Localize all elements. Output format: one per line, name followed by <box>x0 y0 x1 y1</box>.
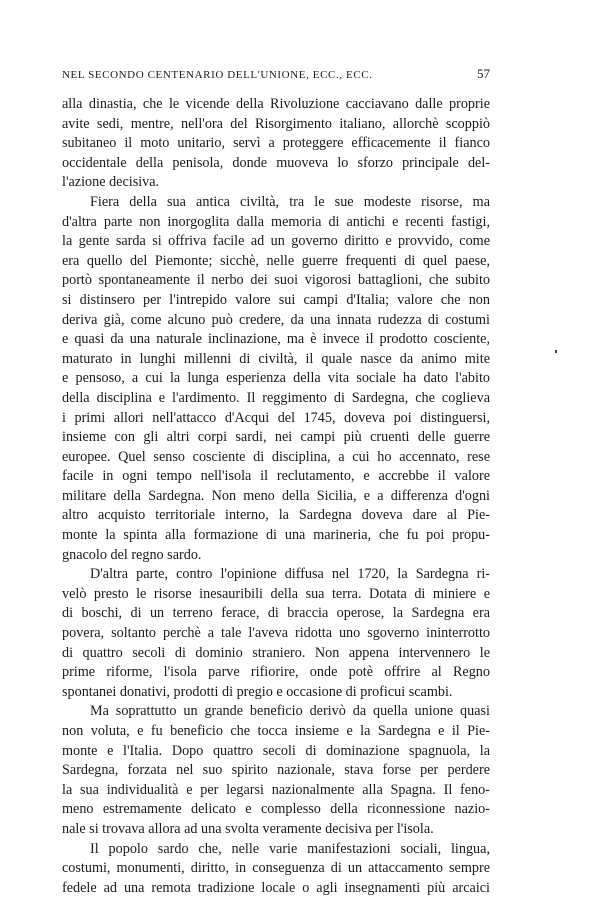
paragraph <box>62 95 490 193</box>
text-line: prime riforme, l'isola parve rifiorire, onde potè offrire al Regno <box>62 664 490 681</box>
text-line: della disciplina e l'ardimento. Il reggimento di Sardegna, che coglieva <box>62 389 490 406</box>
text-line: alla dinastia, che le vicende della Rivoluzione cacciavano dalle proprie <box>62 96 490 112</box>
text-line: maturato in lunghi millenni di civiltà, il quale nasce da animo mite <box>62 350 490 367</box>
text-line: l'azione decisiva. <box>62 174 160 191</box>
text-line: spontanei donativi, prodotti di pregio e occasione di proficui scambi. <box>62 683 453 700</box>
text-line: europee. Quel senso cosciente di disciplina, a cui ho accennato, rese <box>62 448 490 465</box>
text-line: deriva già, come alcuno può credere, da una innata rudezza di costumi <box>62 311 490 328</box>
text-line: Il popolo sardo che, nelle varie manifestazioni sociali, lingua, <box>90 840 490 857</box>
text-line: altro acquisto territoriale interno, la Sardegna doveva dare al Pie- <box>62 507 490 524</box>
text-line: la gente sarda si offriva facile ad un governo diritto e provvido, come <box>62 233 490 250</box>
text-line: fedele ad una remota tradizione locale o agli insegnamenti più arcaici <box>62 879 490 896</box>
text-line: D'altra parte, contro l'opinione diffusa nel 1720, la Sardegna ri- <box>90 566 490 583</box>
running-title: NEL SECONDO CENTENARIO DELL'UNIONE, ECC., ECC. <box>62 69 373 81</box>
text-line: Sardegna, forzata nel suo spirito nazionale, stava forse per perdere <box>62 762 490 779</box>
text-line: gnacolo del regno sardo. <box>62 546 202 563</box>
text-line: velò presto le risorse inesauribili della sua terra. Dotata di miniere e <box>62 585 490 602</box>
text-line: meno estremamente delicato e complesso della riconnessione nazio- <box>62 801 490 818</box>
text-line: monte e l'Italia. Dopo quattro secoli di dominazione spagnuola, la <box>62 742 490 759</box>
text-line: militare della Sardegna. Non meno della Sicilia, e a differenza d'ogni <box>62 487 490 504</box>
text-line: insieme con gli altri corpi sardi, nei campi più cruenti delle guerre <box>62 429 490 446</box>
paragraph <box>62 840 490 899</box>
text-line: e pensoso, a cui la lunga esperienza della vita sociale ha dato l'abito <box>62 370 490 387</box>
text-line: si distinsero per l'intrepido valore sui campi d'Italia; valore che non <box>62 291 490 308</box>
paragraph <box>62 565 490 702</box>
text-line: avite sedi, mentre, nell'ora del Risorgimento italiano, allorchè scoppiò <box>62 115 490 132</box>
body-text <box>62 95 490 898</box>
text-line: era quello del Piemonte; sicchè, nelle guerre frequenti di quel paese, <box>62 252 490 269</box>
print-speck <box>555 350 557 353</box>
text-line: povera, soltanto perchè a tale l'aveva ridotta uno sgoverno ininterrotto <box>62 625 490 642</box>
text-line: monte la spinta alla formazione di una marineria, che fu poi propu- <box>62 527 490 544</box>
text-line: subitaneo il moto unitario, servì a proteggere efficacemente il fianco <box>62 135 490 152</box>
page-number: 57 <box>477 66 490 81</box>
text-line: i primi allori nell'attacco d'Acqui del 1745, doveva poi distinguersi, <box>62 409 490 426</box>
text-line: di boschi, di un terreno ferace, di braccia operose, la Sardegna era <box>62 605 490 622</box>
text-line: e quasi da una naturale inclinazione, ma è invece il prodotto cosciente, <box>62 331 490 348</box>
running-header <box>62 66 490 82</box>
text-line: non voluta, e fu beneficio che tocca insieme e la Sardegna e il Pie- <box>62 723 490 739</box>
text-line: Fiera della sua antica civiltà, tra le sue modeste risorse, ma <box>90 193 490 210</box>
text-line: Ma soprattutto un grande beneficio derivò da quella unione quasi <box>90 703 490 720</box>
text-line: nale si trovava allora ad una svolta veramente decisiva per l'isola. <box>62 820 434 837</box>
text-line: occidentale della penisola, donde muoveva lo sforzo principale del- <box>62 154 490 171</box>
text-line: portò spontaneamente il nerbo dei suoi vigorosi battaglioni, che subito <box>62 272 490 289</box>
text-line: costumi, monumenti, diritto, in conseguenza di un attaccamento sempre <box>62 860 490 877</box>
text-line: facile in ogni tempo nell'isola il reclutamento, e accrebbe il valore <box>62 468 490 485</box>
text-line: di quattro secoli di dominio straniero. Non appena intervennero le <box>62 644 490 661</box>
text-line: d'altra parte non inorgoglita dalla memoria di antichi e recenti fastigi, <box>62 213 490 230</box>
paragraph <box>62 702 490 839</box>
paragraph <box>62 193 490 565</box>
text-line: la sua individualità e per legarsi nazionalmente alla Spagna. Il feno- <box>62 781 490 798</box>
